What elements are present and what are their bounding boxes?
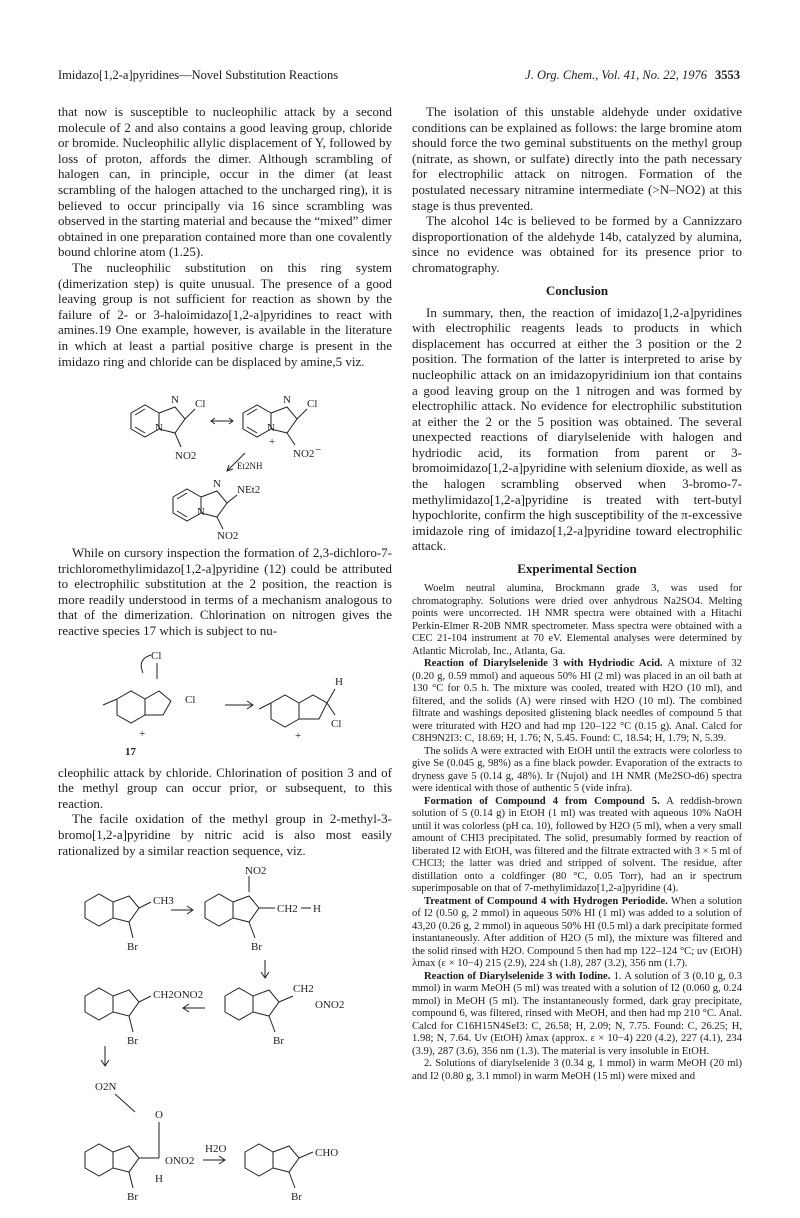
journal-name: J. Org. Chem., Vol. 41, No. 22, 1976 [525, 68, 707, 82]
left-column [58, 104, 392, 1218]
journal-citation [525, 68, 740, 83]
scheme-methyl-oxidation [75, 862, 375, 1214]
group-ch2: CH2 [277, 903, 298, 916]
atom-br: Br [127, 1191, 138, 1204]
scheme-amine-displacement [115, 373, 335, 541]
atom-h: H [313, 903, 321, 916]
atom-br: Br [127, 941, 138, 954]
left-paragraph-4: cleophilic attack by chloride. Chlorination of position 3 and of the methyl group can occur prior, or subsequent, to this reaction. [58, 764, 392, 811]
group-cho: CHO [315, 1147, 339, 1160]
experimental-compound-4 [412, 796, 742, 896]
atom-h: H [335, 675, 343, 688]
section-heading-experimental: Experimental Section [517, 561, 637, 577]
atom-cl: Cl [151, 649, 162, 662]
right-column [412, 104, 742, 1083]
group-ch2ono2: CH2ONO2 [153, 989, 204, 1002]
charge-plus: + [269, 436, 276, 449]
atom-n: N [155, 422, 163, 435]
left-paragraph-2: The nucleophilic substitution on this ring system (dimerization step) is quite unusual. The presence of a good leaving group is not sufficient for reaction as shown by the failure of 2- or 3-haloimidazo[1,2-a]pyridines to react with amines.19 One example, however, is available in the literature in which at least a partial positive charge is present in the imidazo ring and chloride can be displaced by amine,5 viz. [58, 259, 392, 369]
section-heading-conclusion: Conclusion [545, 282, 609, 298]
atom-cl: Cl [185, 693, 196, 706]
left-paragraph-5: The facile oxidation of the methyl group in 2-methyl-3-bromo[1,2-a]pyridine by nitric acid is also most easily rationalized by a similar reaction sequence, viz. [58, 811, 392, 858]
conclusion-paragraph: In summary, then, the reaction of imidazo[1,2-a]pyridines with electrophilic reagents leads to products in which displacement has occurred at either the 3 position or the 2 position. The formation of the latter is interpreted to arise by nucleophilic attack on an imidazopyridinium ion that contains a good leaving group on the 1 nitrogen and was formed by electrophilic attack. No evidence for electrophilic substitution at either the 2 or the 5 position was obtained. The several unexpected reactions of diarylselenide with halogen and hydriodic acid, its formation from parent or 3-bromoimidazo[1,2-a]pyridine with selenium dioxide, as well as the halogen scrambling observed when 3-bromo-7-methylimidazo[1,2-a]pyridine is treated with tert-butyl hypochlorite, confirm the high susceptibility of the π-excessive imidazole ring of imidazo[1,2-a]pyridine toward electrophilic attack. [412, 304, 742, 554]
experimental-hydrogen-periodide [412, 896, 742, 971]
experimental-hi-reaction [412, 658, 742, 746]
charge-minus: − [315, 444, 322, 457]
run-in-heading: Reaction of Diarylselenide 3 with Hydriodic Acid. [424, 658, 663, 670]
experimental-iodine-2: 2. Solutions of diarylselenide 3 (0.34 g, 1 mmol) in warm MeOH (20 ml) and I2 (0.80 g, 3.1 mmol) in warm MeOH (15 ml) were mixed and [412, 1058, 742, 1082]
charge-plus: + [139, 727, 146, 740]
run-in-heading: Formation of Compound 4 from Compound 5. [424, 795, 660, 807]
scheme-chlorination-17 [95, 643, 355, 761]
group-net2: NEt2 [237, 484, 261, 497]
charge-plus: + [295, 729, 302, 742]
run-in-heading: Reaction of Diarylselenide 3 with Iodine. [424, 970, 611, 982]
atom-br: Br [291, 1191, 302, 1204]
atom-h: H [155, 1173, 163, 1186]
atom-n: N [171, 394, 179, 407]
experimental-iodine-1 [412, 971, 742, 1059]
group-no2: NO2 [293, 448, 315, 461]
compound-label-17: 17 [125, 745, 136, 758]
group-no2: NO2 [217, 530, 239, 542]
atom-br: Br [251, 941, 262, 954]
atom-n: N [267, 422, 275, 435]
atom-n: N [213, 478, 221, 491]
atom-br: Br [127, 1035, 138, 1048]
atom-cl: Cl [195, 398, 206, 411]
group-o2n: O2N [95, 1081, 117, 1094]
group-ono2: ONO2 [165, 1155, 195, 1168]
experimental-general: Woelm neutral alumina, Brockmann grade 3, was used for chromatography. Solutions were dried over anhydrous Na2SO4. Melting points were uncorrected. 1H NMR spectra were obtained with a Hitachi Perkin-Elmer R-20B NMR spectrometer. Mass spectra were obtained with a CEC 21-104 instrument at 70 eV. Elemental analyses were determined by Atlantic Microlab, Inc., Atlanta, Ga. [412, 583, 742, 657]
paragraph-text: A reddish-brown solution of 5 (0.14 g) in EtOH (1 ml) was treated with aqueous 10% NaOH until it was colorless (pH ca. 10), followed by H2O (5 ml), when a very small amount of CHI3 precipitated. The solid, presumably formed by reaction of liberated I2 with EtOH, was filtered and the filtrate extracted with 3 × 5 ml of CHCl3; the latter was dried and stripped of solvent. The residue, after distillation onto a coldfinger (80 °C, 0.05 Torr), had an ir spectrum superimposable on that of 7-methylimidazo[1,2-a]pyridine (4). [412, 795, 743, 895]
atom-o: O [155, 1109, 163, 1122]
page-number: 3553 [715, 68, 740, 82]
running-header [58, 68, 740, 88]
run-in-heading: Treatment of Compound 4 with Hydrogen Periodide. [424, 895, 668, 907]
group-ch3: CH3 [153, 895, 174, 908]
atom-n: N [197, 506, 205, 519]
reagent-label: Et2NH [237, 461, 263, 472]
right-paragraph-1: The isolation of this unstable aldehyde under oxidative conditions can be explained as follows: the large bromine atom should force the two geminal substituents on the methyl group (nitrate, as shown, or sulfate) directly into the path necessary for electrophilic attack on nitrogen. Formation of the postulated necessary nitramine intermediate (>N–NO2) at this stage is thus prevented. [412, 104, 742, 213]
atom-n: N [283, 394, 291, 407]
group-no2: NO2 [175, 450, 197, 463]
right-paragraph-2: The alcohol 14c is believed to be formed by a Cannizzaro disproportionation of the aldehyde 14b, catalyzed by alumina, since no evidence was obtained for its presence prior to chromatography. [412, 213, 742, 275]
group-ono2: ONO2 [315, 999, 345, 1012]
paragraph-text: 1. A solution of 3 (0.10 g, 0.3 mmol) in warm MeOH (5 ml) was treated with a solution of I2 (0.060 g, 0.24 mmol) in MeOH (5 ml). The instantaneously formed, dark gray precipitate, compound 6, was filtered, rinsed with MeOH, and then had mp 210 °C. Anal. Calcd for C16H15N4SeI3: C, 26.58; H, 2.09; N, 7.75. Found: C, 26.25; H, 1.98; N, 7.64. Uv (EtOH) λmax (approx. ε × 10−4) 220 (4.2), 227 (4.1), 234 (3.9), 287 (3.6), 356 nm (1.3). The material is very insoluble in EtOH. [412, 970, 743, 1057]
group-no2: NO2 [245, 865, 267, 878]
atom-br: Br [273, 1035, 284, 1048]
atom-cl: Cl [331, 717, 342, 730]
left-paragraph-1: that now is susceptible to nucleophilic attack by a second molecule of 2 and also contains a good leaving group, chloride or bromide. Nucleophilic allylic displacement of Y, followed by loss of proton, affords the dimer. Although scrambling of halogen can, in principle, occur in the dimer (at least scrambling of the halogen attached to the uncharged ring), it is believed to occur principally via 16 since scrambling was observed in the starting material and because the “mixed” dimer obtained in one preparation contained more than one covalently bound chlorine atom (1.25). [58, 104, 392, 260]
paragraph-text: A mixture of 32 (0.20 g, 0.59 mmol) and aqueous 50% HI (2 ml) was placed in an oil bath at 130 °C for 0.5 h. The mixture was cooled, treated with H2O (10 ml), and filtered, and the solids (A) were rinsed with H2O (10 ml). The combined filtrate and washings deposited glistening black needles of compound 5 that were triturated with H2O and had mp 120–122 °C (0.15 g). Anal. Calcd for C8H9N2I3: C, 18.69; H, 1.76; N, 5.45. Found: C, 18.54; H, 1.79; N, 5.39. [412, 658, 742, 745]
left-paragraph-3: While on cursory inspection the formation of 2,3-dichloro-7-trichloromethylimidazo[1,2-a]pyridine (12) could be attributed to electrophilic substitution at the 2 position, the reaction is more readily understood in terms of a mechanism analogous to that of the dimerization. Chlorination on nitrogen gives the reactive species 17 which is subject to nu- [58, 545, 392, 639]
running-title: Imidazo[1,2-a]pyridines—Novel Substitution Reactions [58, 68, 339, 82]
atom-cl: Cl [307, 398, 318, 411]
experimental-solids-a: The solids A were extracted with EtOH until the extracts were colorless to give Se (0.045 g, 98%) as a fine black powder. Evaporation of the extracts to dryness gave 5 (0.14 g, 48%). Ir (Nujol) and 1H NMR (Me2SO-d6) spectra were identical with those of authentic 5 (vide infra). [412, 745, 742, 795]
paragraph-text: When a solution of I2 (0.50 g, 2 mmol) in aqueous 50% HI (1 ml) was added to a solution of 43,20 (0.26 g, 2 mmol) in aqueous 50% HI (0.5 ml) a dark precipitate formed instantaneously. After addition of H2O (5 ml), the mixture was filtered and the solid rinsed with H2O. Compound 5 then had mp 122–124 °C; uv (EtOH) λmax (ε × 10−4) 215 (2.9), 224 sh (1.8), 287 (3.2), 356 nm (1.7). [412, 895, 742, 970]
reagent-water: H2O [205, 1143, 227, 1156]
group-ch2: CH2 [293, 983, 314, 996]
